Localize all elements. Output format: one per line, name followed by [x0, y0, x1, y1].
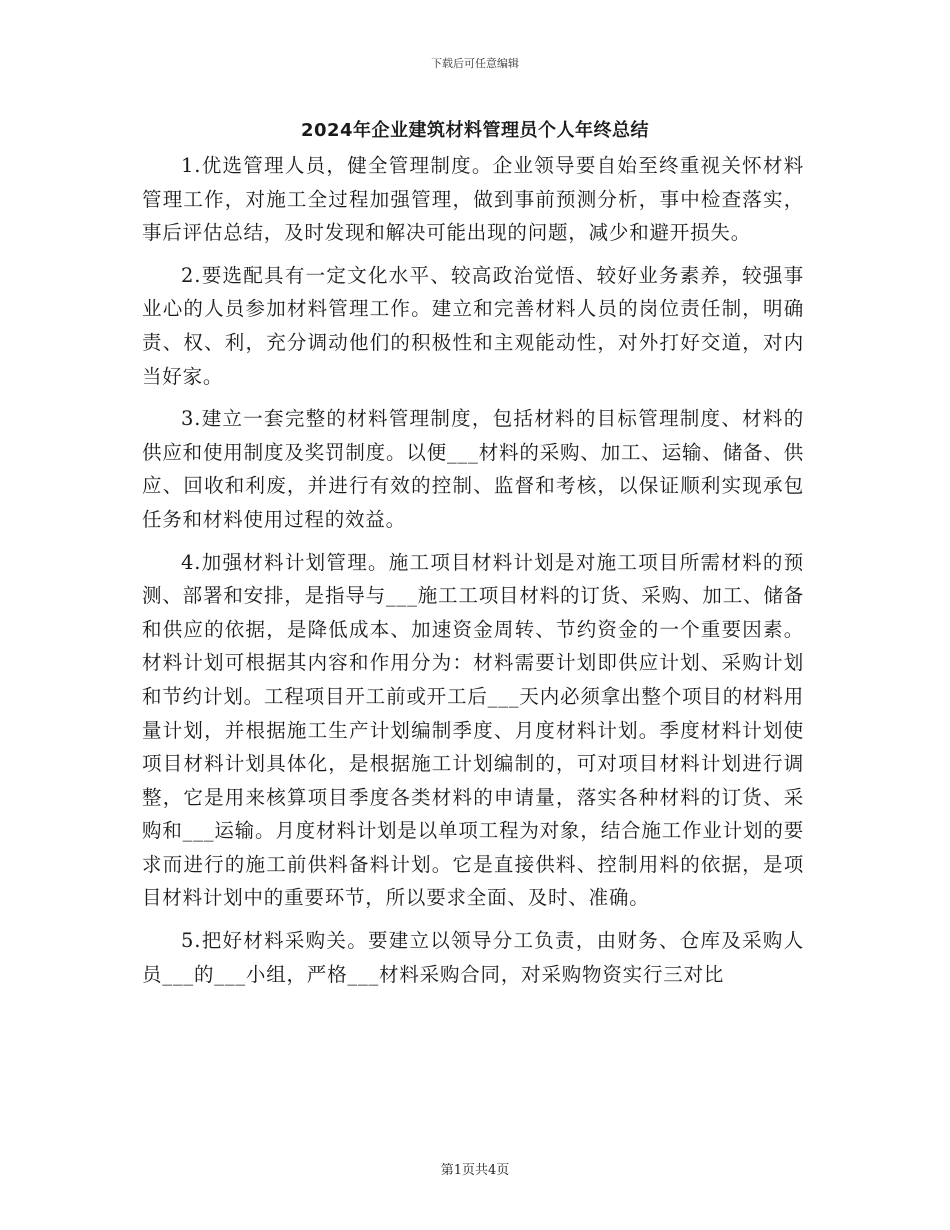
document-body [142, 149, 804, 1000]
paragraph-5: 5.把好材料采购关。要建立以领导分工负责，由财务、仓库及采购人员___的___小组，严格___材料采购合同，对采购物资实行三对比 [142, 929, 804, 986]
paragraph-4: 4.加强材料计划管理。施工项目材料计划是对施工项目所需材料的预测、部署和安排，是指导与___施工工项目材料的订货、采购、加工、储备和供应的依据，是降低成本、加速资金周转、节约资金的一个重要因素。材料计划可根据其内容和作用分为：材料需要计划即供应计划、采购计划和节约计划。工程项目开工前或开工后___天内必须拿出整个项目的材料用量计划，并根据施工生产计划编制季度、月度材料计划。季度材料计划使项目材料计划具体化，是根据施工计划编制的，可对项目材料计划进行调整，它是用来核算项目季度各类材料的申请量，落实各种材料的订货、采购和___运输。月度材料计划是以单项工程为对象，结合施工作业计划的要求而进行的施工前供料备料计划。它是直接供料、控制用料的依据，是项目材料计划中的重要环节，所以要求全面、及时、准确。 [142, 550, 804, 910]
page-footer: 第1页共4页 [440, 1163, 510, 1178]
document-title: 2024年企业建筑材料管理员个人年终总结 [300, 120, 650, 141]
paragraph-3: 3.建立一套完整的材料管理制度，包括材料的目标管理制度、材料的供应和使用制度及奖罚制度。以便___材料的采购、加工、运输、储备、供应、回收和利废，并进行有效的控制、监督和考核，以保证顺利实现承包任务和材料使用过程的效益。 [142, 407, 804, 531]
paragraph-2: 2.要选配具有一定文化水平、较高政治觉悟、较好业务素养，较强事业心的人员参加材料管理工作。建立和完善材料人员的岗位责任制，明确责、权、利，充分调动他们的积极性和主观能动性，对外打好交道，对内当好家。 [142, 263, 804, 388]
paragraph-1: 1.优选管理人员，健全管理制度。企业领导要自始至终重视关怀材料管理工作，对施工全过程加强管理，做到事前预测分析，事中检查落实，事后评估总结，及时发现和解决可能出现的问题，减少和避开损失。 [142, 154, 804, 245]
header-note: 下载后可任意编辑 [431, 57, 519, 70]
